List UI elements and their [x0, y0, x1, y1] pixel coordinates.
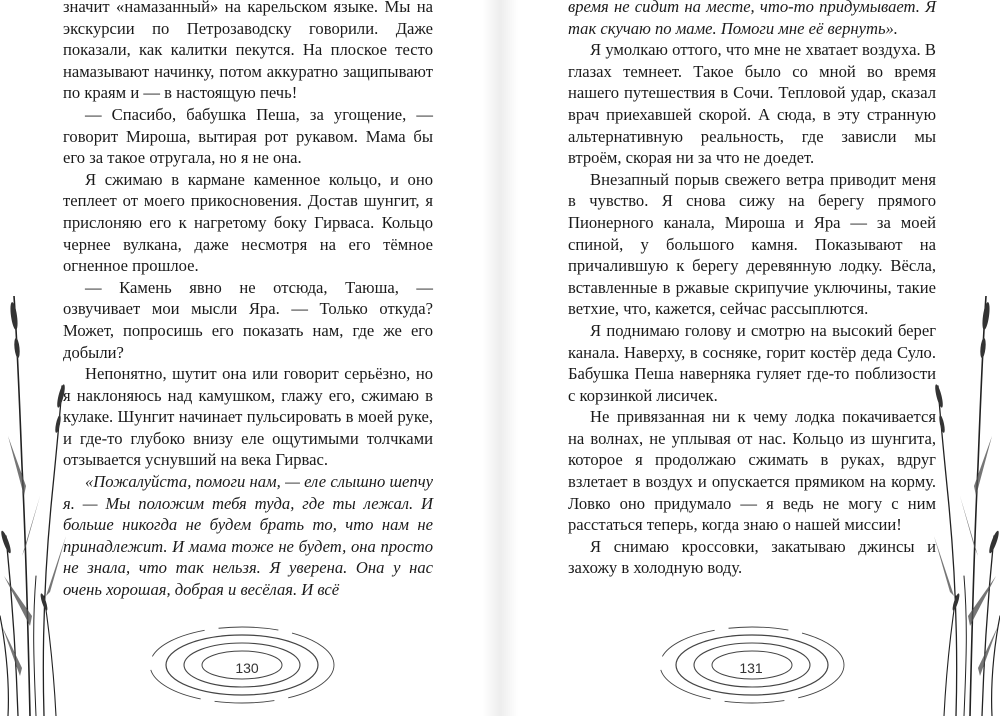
- paragraph-italic: время не сидит на месте, что-то придумывает. Я так скучаю по маме. Помоги мне её вернуть».: [568, 0, 936, 38]
- reeds-icon: [0, 296, 70, 716]
- page-gutter-shadow: [500, 0, 518, 716]
- reeds-icon: [930, 296, 1000, 716]
- paragraph: — Камень явно не отсюда, Таюша, — озвучивает мои мысли Яра. — Только откуда? Может, попросишь его показать нам, где же его добыли?: [63, 277, 433, 362]
- paragraph: Внезапный порыв свежего ветра приводит меня в чувство. Я снова сижу на берегу прямого Пионерного канала, Мироша и Яра — за моей спиной, у большого камня. Показывают на причалившую к берегу деревянную лодку. Вёсла, вставленные в ржавые скрипучие уключины, такие ветхие, что, кажется, сейчас рассыплются.: [568, 169, 936, 319]
- page-number: 131: [739, 660, 763, 676]
- paragraph: Я поднимаю голову и смотрю на высокий берег канала. Наверху, в сосняке, горит костёр деда Суло. Бабушка Пеша наверняка гуляет где-то поблизости с корзинкой лисичек.: [568, 320, 936, 405]
- left-page-text: [63, 0, 433, 601]
- page-number: 130: [235, 660, 259, 676]
- right-page: [500, 0, 1000, 716]
- paragraph-italic: «Пожалуйста, помоги нам, — еле слышно шепчу я. — Мы положим тебя туда, где ты лежал. И больше никогда не будем брать то, что нам не принадлежит. И мама тоже не будет, она просто не знала, что так нельзя. Я уверена. Она у нас очень хорошая, добрая и весёлая. И всё: [63, 472, 433, 600]
- paragraph: Не привязанная ни к чему лодка покачивается на волнах, не уплывая от нас. Кольцо из шунгита, которое я продолжаю сжимать в руках, вдруг взлетает в воздух и опускается прямиком на корму. Ловко оно придумало — я ведь не могу с ним расстаться теперь, когда знаю о нашей миссии!: [568, 407, 936, 535]
- paragraph: Я сжимаю в кармане каменное кольцо, и оно теплеет от моего прикосновения. Достав шунгит, я прислоняю его к нагретому боку Гирваса. Кольцо чернее вулкана, даже несмотря на его тёмное огненное прошлое.: [63, 169, 433, 276]
- paragraph: Я снимаю кроссовки, закатываю джинсы и захожу в холодную воду.: [568, 536, 936, 578]
- paragraph: Я умолкаю оттого, что мне не хватает воздуха. В глазах темнеет. Такое было со мной во время нашего путешествия в Сочи. Тепловой удар, сказал врач приехавшей скорой. А сюда, в эту странную альтернативную реальность, где зависли мы втроём, скорая ни за что не доедет.: [568, 40, 936, 168]
- page-gutter-shadow: [482, 0, 500, 716]
- paragraph: значит «намазанный» на карельском языке. Мы на экскурсии по Петрозаводску говорили. Даже показали, как калитки пекутся. На плоское тесто намазывают начинку, потом аккуратно защипывают по краям и — в настоящую печь!: [63, 0, 433, 103]
- paragraph: — Спасибо, бабушка Пеша, за угощение, — говорит Мироша, вытирая рот рукавом. Мама бы его за такое отругала, но я не она.: [63, 104, 433, 168]
- right-page-text: [568, 0, 936, 579]
- paragraph: Непонятно, шутит она или говорит серьёзно, но я наклоняюсь над камушком, глажу его, сжимаю в кулаке. Шунгит начинает пульсировать в моей руке, и где-то глубоко внизу еле ощутимыми толчками отзывается уснувший на века Гирвас.: [63, 364, 433, 470]
